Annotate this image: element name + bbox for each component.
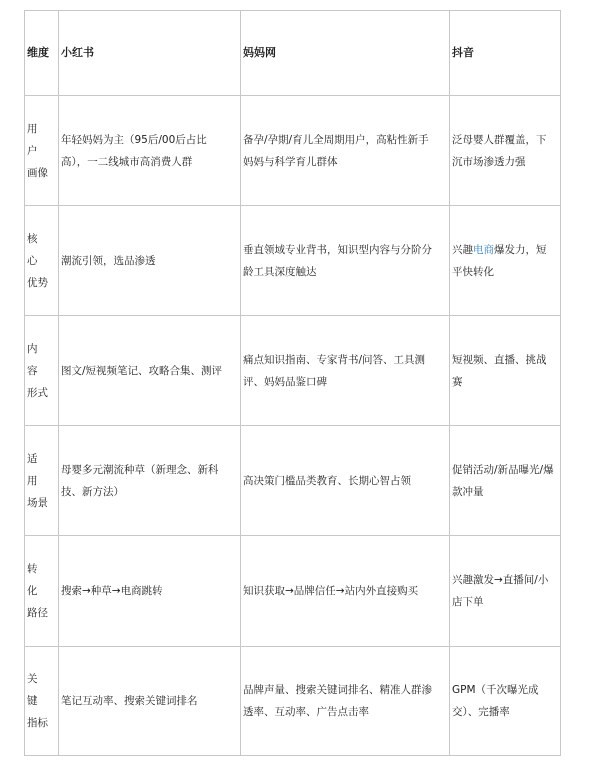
cell-line: GPM（千次曝光成 xyxy=(452,684,539,696)
cell-line: 高决策门槛品类教育、长期心智占领 xyxy=(243,474,411,487)
cell-douyin xyxy=(450,316,561,426)
dimension-line: 适 用 xyxy=(27,452,48,487)
cell-line: 笔记互动率、搜索关键词排名 xyxy=(61,695,198,707)
row-dimension xyxy=(25,206,59,316)
cell-mamawang xyxy=(241,647,450,756)
cell-line: 高），一二线城市高消费人群 xyxy=(61,155,193,168)
dimension-line: 转 化 xyxy=(27,563,48,597)
dimension-line: 用 户 xyxy=(27,122,48,157)
dimension-line: 内 容 xyxy=(27,342,48,377)
cell-line: 妈妈与科学育儿群体 xyxy=(243,155,338,168)
cell-line: 平快转化 xyxy=(452,265,494,278)
cell-xiaohongshu xyxy=(59,426,241,536)
row-dimension xyxy=(25,647,59,756)
table-header-row xyxy=(25,11,561,96)
cell-line: 痛点知识指南、专家背书/问答、工具测 xyxy=(243,353,426,366)
cell-line: 促销活动/新品曝光/爆 xyxy=(452,463,554,476)
cell-douyin xyxy=(450,206,561,316)
cell-mamawang xyxy=(241,426,450,536)
cell-line: 图文/短视频笔记、攻略合集、测评 xyxy=(61,364,223,377)
cell-douyin xyxy=(450,647,561,756)
cell-line: 年轻妈妈为主（95后/00后占比 xyxy=(61,133,207,146)
dimension-line: 画像 xyxy=(27,166,48,179)
cell-line: 透率、互动率、广告点击率 xyxy=(243,706,369,718)
row-dimension xyxy=(25,536,59,647)
cell-line: 备孕/孕期/育儿全周期用户，高粘性新手 xyxy=(243,133,429,146)
cell-line: 交）、完播率 xyxy=(452,706,510,718)
cell-mamawang xyxy=(241,316,450,426)
cell-line: 店下单 xyxy=(452,596,484,608)
dimension-line: 形式 xyxy=(27,386,48,399)
table-row xyxy=(25,536,561,647)
dimension-line: 优势 xyxy=(27,276,48,289)
table-row xyxy=(25,426,561,536)
row-dimension xyxy=(25,316,59,426)
cell-mamawang xyxy=(241,206,450,316)
header-dimension: 维度 xyxy=(25,11,59,96)
cell-mamawang xyxy=(241,536,450,647)
cell-xiaohongshu xyxy=(59,206,241,316)
cell-mamawang xyxy=(241,96,450,206)
cell-line: 知识获取→品牌信任→站内外直接购买 xyxy=(243,585,419,597)
dimension-line: 指标 xyxy=(27,717,48,729)
table-row xyxy=(25,206,561,316)
cell-line: 垂直领域专业背书，知识型内容与分阶分 xyxy=(243,243,432,256)
highlighted-word: 电商 xyxy=(473,243,494,256)
cell-line: 评、妈妈品鉴口碑 xyxy=(243,375,327,388)
dimension-line: 路径 xyxy=(27,607,48,619)
table-row xyxy=(25,647,561,756)
header-mamawang: 妈妈网 xyxy=(241,11,450,96)
cell-line: 潮流引领，选品渗透 xyxy=(61,254,156,267)
cell-line: 品牌声量、搜索关键词排名、精准人群渗 xyxy=(243,684,432,696)
cell-douyin xyxy=(450,426,561,536)
cell-line: 短视频、直播、挑战 xyxy=(452,353,547,366)
dimension-line: 关 键 xyxy=(27,673,48,707)
table-row xyxy=(25,96,561,206)
header-xiaohongshu: 小红书 xyxy=(59,11,241,96)
comparison-table xyxy=(24,10,561,756)
row-dimension xyxy=(25,96,59,206)
cell-xiaohongshu xyxy=(59,536,241,647)
cell-xiaohongshu xyxy=(59,647,241,756)
dimension-line: 场景 xyxy=(27,496,48,509)
table-row xyxy=(25,316,561,426)
cell-line: 搜索→种草→电商跳转 xyxy=(61,585,163,597)
cell-line: 沉市场渗透力强 xyxy=(452,155,526,168)
row-dimension xyxy=(25,426,59,536)
cell-line: 龄工具深度触达 xyxy=(243,265,317,278)
douyin-accent-line: 兴趣电商爆发力，短 xyxy=(452,243,547,256)
cell-douyin xyxy=(450,96,561,206)
cell-line: 兴趣激发→直播间/小 xyxy=(452,574,549,586)
cell-line: 赛 xyxy=(452,375,463,388)
cell-douyin xyxy=(450,536,561,647)
cell-xiaohongshu xyxy=(59,316,241,426)
cell-line: 母婴多元潮流种草（新理念、新科 xyxy=(61,463,219,476)
cell-xiaohongshu xyxy=(59,96,241,206)
dimension-line: 核 心 xyxy=(27,232,48,267)
cell-line: 款冲量 xyxy=(452,485,484,498)
header-douyin: 抖音 xyxy=(450,11,561,96)
cell-line: 泛母婴人群覆盖，下 xyxy=(452,133,547,146)
cell-line: 技、新方法） xyxy=(61,485,124,498)
